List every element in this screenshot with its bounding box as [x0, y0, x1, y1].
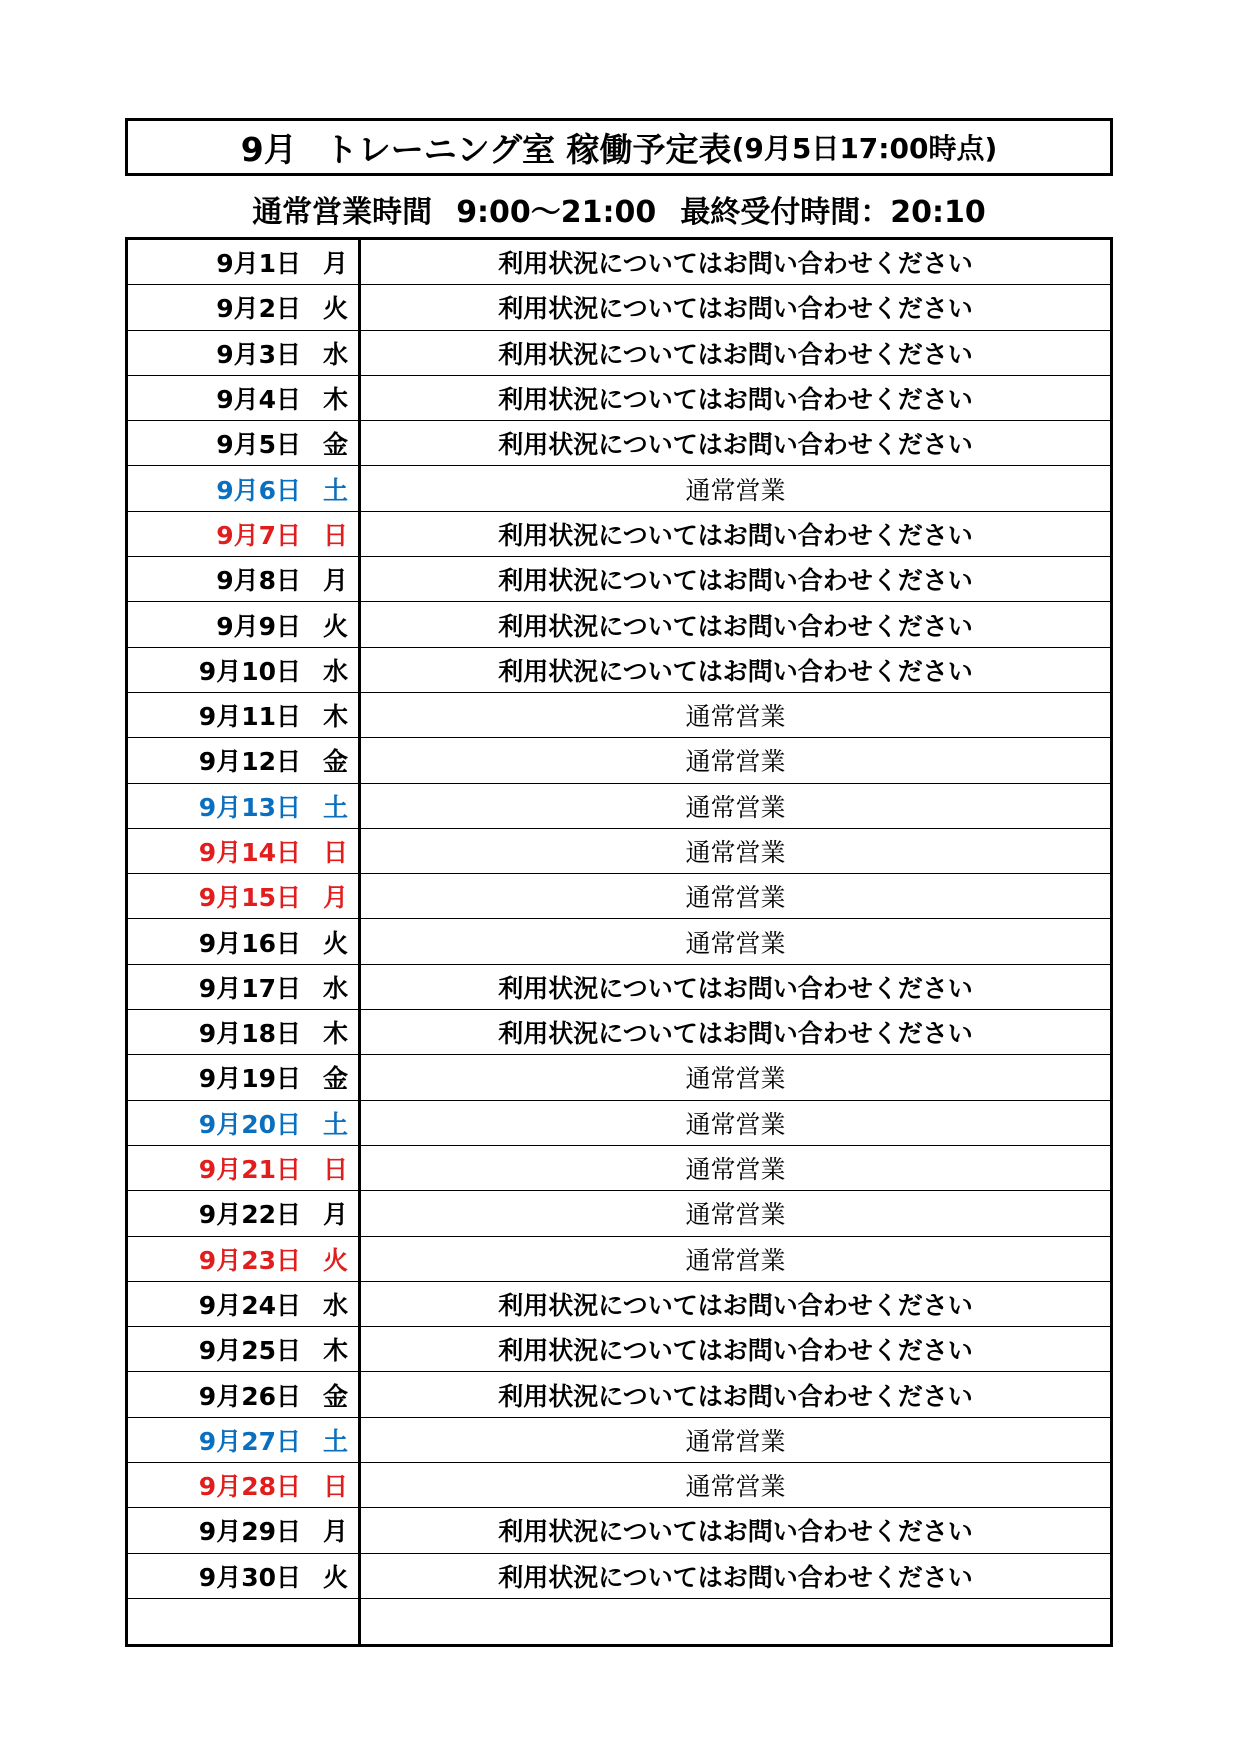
date-label: 9月3日 [216, 339, 301, 369]
date-label: 9月10日 [198, 656, 301, 686]
date-cell [128, 1282, 361, 1326]
date-label: 9月30日 [198, 1562, 301, 1592]
status-cell: 通常営業 [685, 702, 786, 732]
schedule-table [125, 237, 1113, 1647]
table-row [128, 1508, 1110, 1553]
status-cell: 通常営業 [685, 1155, 786, 1185]
status-cell: 利用状況についてはお問い合わせください [498, 385, 973, 415]
table-row [128, 421, 1110, 466]
weekday-label: 月 [322, 1517, 348, 1547]
status-cell: 通常営業 [685, 928, 786, 958]
date-label: 9月29日 [198, 1517, 301, 1547]
weekday-label: 水 [322, 973, 348, 1003]
table-row [128, 1101, 1110, 1146]
date-cell [128, 693, 361, 737]
date-cell [128, 1010, 361, 1054]
date-cell [128, 784, 361, 828]
date-label: 9月11日 [198, 702, 301, 732]
weekday-label: 火 [322, 294, 348, 324]
status-cell: 利用状況についてはお問い合わせください [498, 1019, 973, 1049]
weekday-label: 土 [322, 792, 348, 822]
table-row [128, 919, 1110, 964]
date-cell [128, 557, 361, 601]
date-cell [128, 376, 361, 420]
status-cell: 通常営業 [685, 883, 786, 913]
status-cell: 通常営業 [685, 1426, 786, 1456]
status-cell: 通常営業 [685, 1245, 786, 1275]
date-cell [128, 1237, 361, 1281]
table-row [128, 557, 1110, 602]
business-hours [125, 184, 1113, 234]
status-cell: 利用状況についてはお問い合わせください [498, 1517, 973, 1547]
date-cell [128, 331, 361, 375]
weekday-label: 金 [322, 1381, 348, 1411]
date-cell [128, 421, 361, 465]
hours-label: 通常営業時間 [252, 195, 433, 230]
hours-value: 9:00～21:00 [456, 195, 657, 230]
status-cell: 通常営業 [685, 1472, 786, 1502]
table-row [128, 965, 1110, 1010]
date-cell [128, 1463, 361, 1507]
weekday-label: 火 [322, 928, 348, 958]
status-cell: 通常営業 [685, 1200, 786, 1230]
status-cell: 通常営業 [685, 475, 786, 505]
date-label: 9月14日 [198, 838, 301, 867]
date-label: 9月23日 [198, 1245, 301, 1275]
schedule-title [125, 118, 1113, 176]
table-row [128, 1055, 1110, 1100]
weekday-label: 日 [322, 520, 348, 550]
date-cell [128, 1508, 361, 1552]
status-cell: 利用状況についてはお問い合わせください [498, 339, 973, 369]
status-cell: 利用状況についてはお問い合わせください [498, 611, 973, 641]
table-row [128, 512, 1110, 557]
date-label: 9月26日 [198, 1381, 301, 1411]
status-cell: 利用状況についてはお問い合わせください [498, 1562, 973, 1592]
weekday-label: 水 [322, 1290, 348, 1320]
date-label: 9月8日 [216, 566, 301, 596]
table-row [128, 1237, 1110, 1282]
date-label: 9月21日 [198, 1155, 301, 1185]
table-row [128, 285, 1110, 330]
table-row [128, 1599, 1110, 1644]
weekday-label: 木 [322, 702, 348, 732]
date-cell [128, 1418, 361, 1462]
table-row [128, 1191, 1110, 1236]
status-cell: 利用状況についてはお問い合わせください [498, 1336, 973, 1366]
status-cell: 利用状況についてはお問い合わせください [498, 430, 973, 460]
table-row [128, 466, 1110, 511]
status-cell: 利用状況についてはお問い合わせください [498, 294, 973, 324]
status-cell: 通常営業 [685, 838, 786, 867]
date-cell [128, 466, 361, 510]
status-cell: 利用状況についてはお問い合わせください [498, 249, 973, 279]
status-cell: 通常営業 [685, 1109, 786, 1139]
date-cell [128, 919, 361, 963]
date-cell [128, 874, 361, 918]
date-cell [128, 648, 361, 692]
date-cell [128, 1372, 361, 1416]
date-label: 9月22日 [198, 1200, 301, 1230]
date-label: 9月27日 [198, 1426, 301, 1456]
table-row [128, 331, 1110, 376]
title-as-of: (9月5日17:00時点) [731, 132, 998, 165]
date-cell [128, 240, 361, 284]
date-label: 9月1日 [216, 249, 301, 279]
status-cell: 利用状況についてはお問い合わせください [498, 973, 973, 1003]
table-row [128, 1327, 1110, 1372]
date-cell [128, 1599, 361, 1644]
table-row [128, 693, 1110, 738]
status-cell: 利用状況についてはお問い合わせください [498, 656, 973, 686]
date-cell [128, 738, 361, 782]
status-cell: 利用状況についてはお問い合わせください [498, 1381, 973, 1411]
date-cell [128, 602, 361, 646]
date-label: 9月9日 [216, 611, 301, 641]
table-row [128, 376, 1110, 421]
table-row [128, 1418, 1110, 1463]
date-cell [128, 1146, 361, 1190]
date-cell [128, 829, 361, 873]
date-cell [128, 512, 361, 556]
date-label: 9月12日 [198, 747, 301, 777]
date-label: 9月5日 [216, 430, 301, 460]
date-label: 9月19日 [198, 1064, 301, 1094]
weekday-label: 水 [322, 656, 348, 686]
date-cell [128, 1327, 361, 1371]
date-cell [128, 1101, 361, 1145]
table-row [128, 1146, 1110, 1191]
weekday-label: 日 [322, 838, 348, 867]
weekday-label: 土 [322, 475, 348, 505]
table-row [128, 1463, 1110, 1508]
status-cell: 通常営業 [685, 792, 786, 822]
weekday-label: 水 [322, 339, 348, 369]
weekday-label: 火 [322, 611, 348, 641]
date-label: 9月17日 [198, 973, 301, 1003]
weekday-label: 金 [322, 1064, 348, 1094]
status-cell [361, 1599, 1110, 1644]
table-row [128, 1554, 1110, 1599]
title-main: トレーニング室 稼働予定表 [324, 129, 732, 169]
date-label: 9月15日 [198, 883, 301, 913]
status-cell: 利用状況についてはお問い合わせください [498, 520, 973, 550]
weekday-label: 月 [322, 566, 348, 596]
date-label: 9月24日 [198, 1290, 301, 1320]
status-cell: 通常営業 [685, 1064, 786, 1094]
weekday-label: 月 [322, 883, 348, 913]
table-row [128, 1282, 1110, 1327]
status-cell: 利用状況についてはお問い合わせください [498, 566, 973, 596]
status-cell: 利用状況についてはお問い合わせください [498, 1290, 973, 1320]
title-month: 9月 [240, 129, 297, 169]
weekday-label: 木 [322, 1019, 348, 1049]
date-label: 9月2日 [216, 294, 301, 324]
weekday-label: 土 [322, 1426, 348, 1456]
weekday-label: 木 [322, 1336, 348, 1366]
weekday-label: 月 [322, 249, 348, 279]
date-cell [128, 285, 361, 329]
date-label: 9月25日 [198, 1336, 301, 1366]
table-row [128, 874, 1110, 919]
table-row [128, 602, 1110, 647]
table-row [128, 1372, 1110, 1417]
date-label: 9月16日 [198, 928, 301, 958]
date-label: 9月28日 [198, 1472, 301, 1502]
table-row [128, 738, 1110, 783]
date-cell [128, 1055, 361, 1099]
weekday-label: 金 [322, 430, 348, 460]
table-row [128, 784, 1110, 829]
table-row [128, 829, 1110, 874]
table-row [128, 240, 1110, 285]
date-label: 9月18日 [198, 1019, 301, 1049]
table-row [128, 648, 1110, 693]
weekday-label: 月 [322, 1200, 348, 1230]
date-cell [128, 965, 361, 1009]
weekday-label: 日 [322, 1155, 348, 1185]
weekday-label: 土 [322, 1109, 348, 1139]
date-label: 9月13日 [198, 792, 301, 822]
weekday-label: 火 [322, 1562, 348, 1592]
weekday-label: 木 [322, 385, 348, 415]
weekday-label: 火 [322, 1245, 348, 1275]
date-label: 9月7日 [216, 520, 301, 550]
date-label: 9月20日 [198, 1109, 301, 1139]
weekday-label: 金 [322, 747, 348, 777]
date-label: 9月4日 [216, 385, 301, 415]
table-row [128, 1010, 1110, 1055]
status-cell: 通常営業 [685, 747, 786, 777]
date-cell [128, 1191, 361, 1235]
last-entry-time: 最終受付時間：20:10 [680, 195, 986, 230]
date-cell [128, 1554, 361, 1598]
weekday-label: 日 [322, 1472, 348, 1502]
date-label: 9月6日 [216, 475, 301, 505]
